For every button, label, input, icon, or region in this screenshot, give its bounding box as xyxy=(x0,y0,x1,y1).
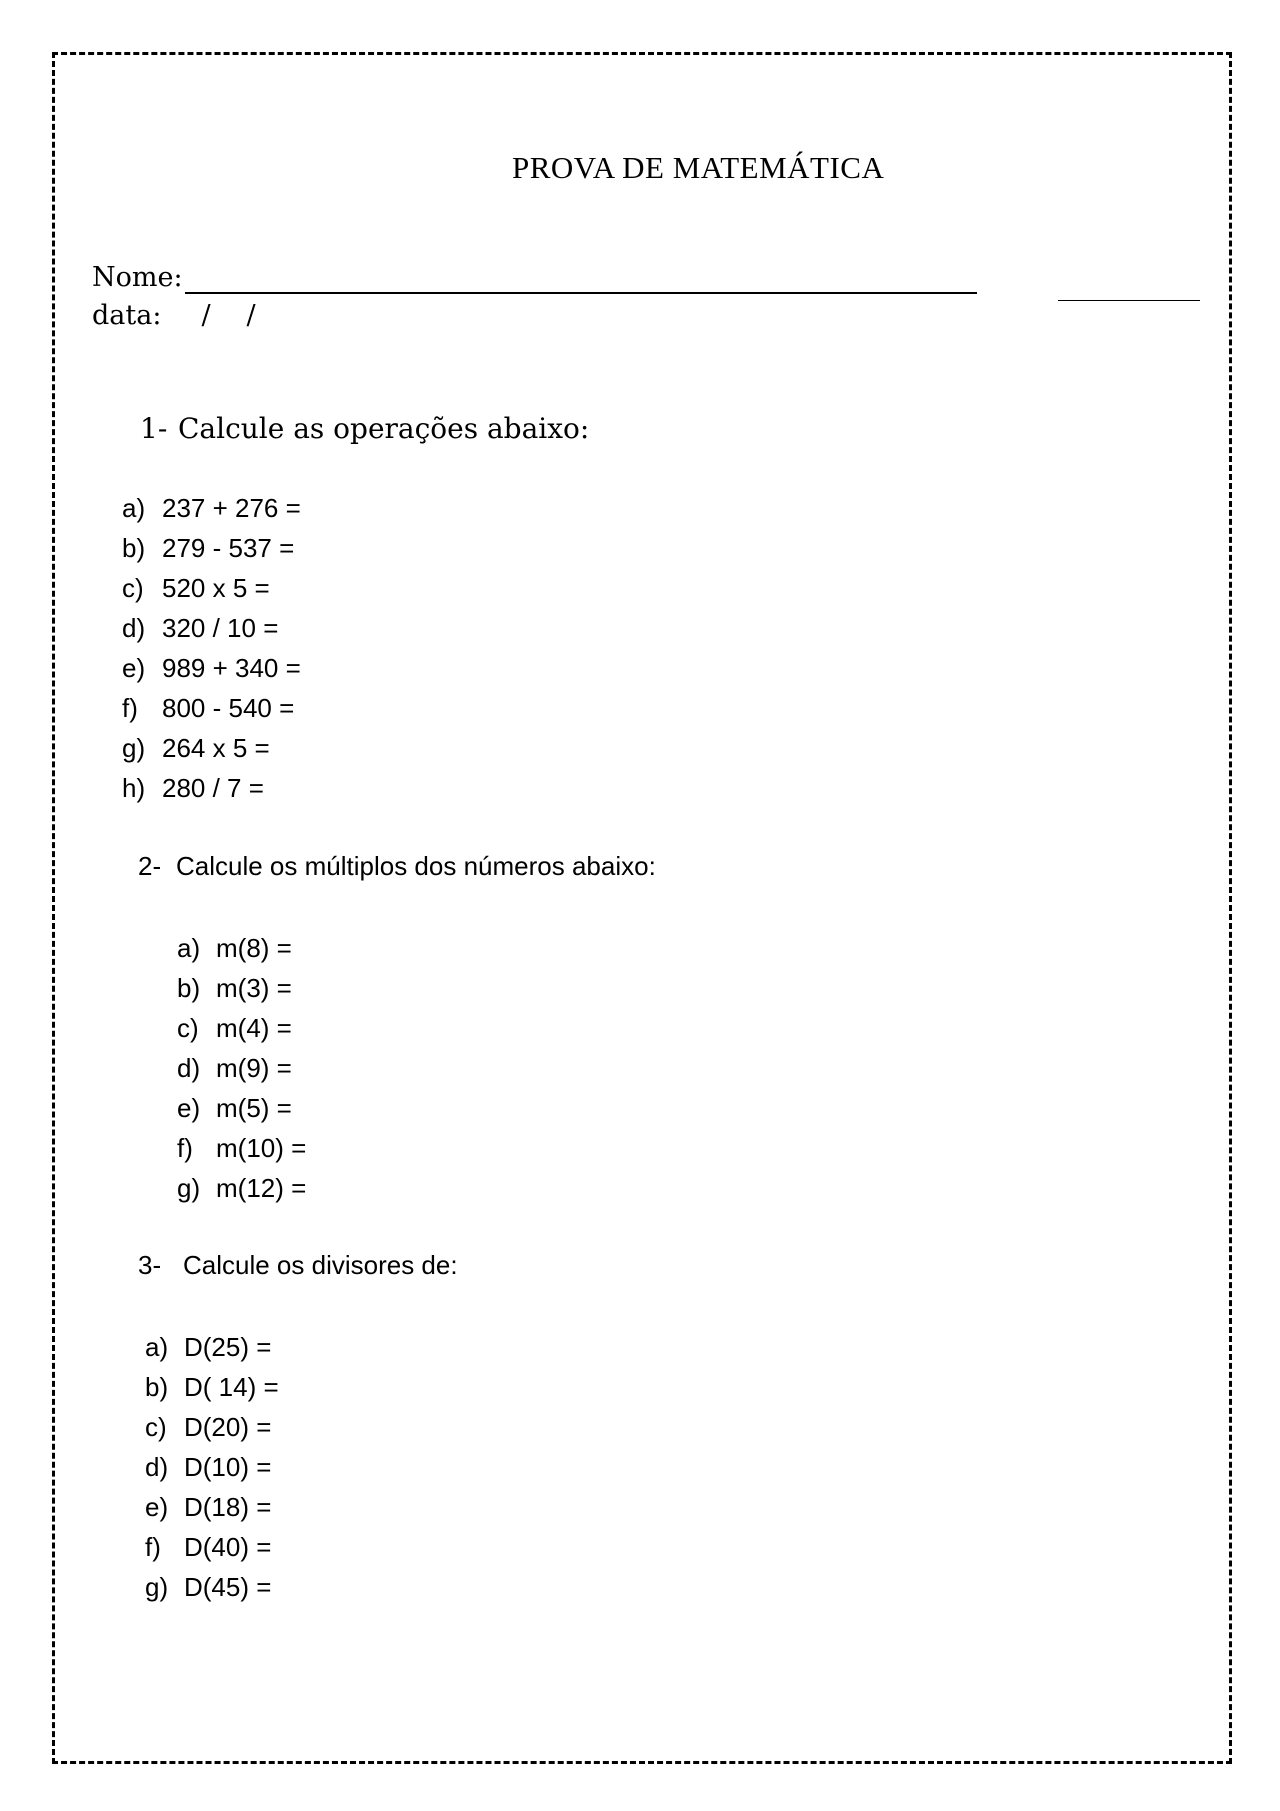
item-expression: m(3) = xyxy=(216,973,292,1003)
item-letter: c) xyxy=(145,1412,167,1442)
item-letter: h) xyxy=(122,773,146,803)
question-text: Calcule os divisores de: xyxy=(183,1250,458,1280)
list-item xyxy=(122,728,301,768)
item-letter: a) xyxy=(145,1332,169,1362)
question-3-list xyxy=(145,1327,279,1607)
list-item xyxy=(177,968,306,1008)
item-letter: f) xyxy=(145,1532,161,1562)
item-expression: D( 14) = xyxy=(184,1372,279,1402)
item-expression: 989 + 340 = xyxy=(162,653,301,683)
list-item xyxy=(122,648,301,688)
item-letter: f) xyxy=(122,693,138,723)
item-expression: D(45) = xyxy=(184,1572,272,1602)
question-1-list xyxy=(122,488,301,808)
item-expression: 264 x 5 = xyxy=(162,733,270,763)
list-item xyxy=(122,608,301,648)
list-item xyxy=(145,1567,279,1607)
item-expression: D(20) = xyxy=(184,1412,272,1442)
question-3-heading xyxy=(138,1250,458,1281)
item-expression: 520 x 5 = xyxy=(162,573,270,603)
item-expression: m(10) = xyxy=(216,1133,307,1163)
item-expression: m(8) = xyxy=(216,933,292,963)
item-letter: g) xyxy=(177,1173,201,1203)
list-item xyxy=(177,1168,306,1208)
item-expression: D(40) = xyxy=(184,1532,272,1562)
item-expression: D(18) = xyxy=(184,1492,272,1522)
question-number: 2- xyxy=(138,851,162,881)
item-letter: a) xyxy=(122,493,146,523)
question-number: 1- xyxy=(140,412,168,445)
list-item xyxy=(177,1128,306,1168)
item-expression: D(25) = xyxy=(184,1332,272,1362)
list-item xyxy=(145,1407,279,1447)
item-expression: 800 - 540 = xyxy=(162,693,295,723)
question-number: 3- xyxy=(138,1250,162,1280)
item-letter: b) xyxy=(122,533,146,563)
date-slash: / xyxy=(246,300,256,331)
page-title: PROVA DE MATEMÁTICA xyxy=(512,150,885,185)
item-expression: m(12) = xyxy=(216,1173,307,1203)
list-item xyxy=(145,1527,279,1567)
item-letter: c) xyxy=(122,573,144,603)
question-text: Calcule os múltiplos dos números abaixo: xyxy=(176,851,656,881)
item-expression: m(9) = xyxy=(216,1053,292,1083)
date-slash: / xyxy=(201,300,211,331)
item-letter: b) xyxy=(177,973,201,1003)
date-label: data: xyxy=(92,300,162,331)
list-item xyxy=(122,768,301,808)
item-expression: 280 / 7 = xyxy=(162,773,264,803)
item-letter: e) xyxy=(145,1492,169,1522)
item-letter: d) xyxy=(122,613,146,643)
item-expression: m(5) = xyxy=(216,1093,292,1123)
item-expression: 237 + 276 = xyxy=(162,493,301,523)
question-2-heading xyxy=(138,851,656,882)
item-letter: c) xyxy=(177,1013,199,1043)
list-item xyxy=(177,1088,306,1128)
item-letter: e) xyxy=(177,1093,201,1123)
item-letter: d) xyxy=(145,1452,169,1482)
list-item xyxy=(145,1367,279,1407)
question-1-heading xyxy=(140,412,589,445)
item-expression: D(10) = xyxy=(184,1452,272,1482)
name-answer-line xyxy=(185,292,977,294)
list-item xyxy=(122,528,301,568)
list-item xyxy=(145,1447,279,1487)
item-letter: g) xyxy=(122,733,146,763)
list-item xyxy=(145,1327,279,1367)
item-letter: d) xyxy=(177,1053,201,1083)
item-expression: m(4) = xyxy=(216,1013,292,1043)
date-row xyxy=(92,300,256,331)
list-item xyxy=(122,488,301,528)
question-2-list xyxy=(177,928,306,1208)
list-item xyxy=(177,1048,306,1088)
item-expression: 320 / 10 = xyxy=(162,613,279,643)
list-item xyxy=(122,688,301,728)
item-letter: e) xyxy=(122,653,146,683)
name-label: Nome: xyxy=(92,262,183,293)
list-item xyxy=(177,1008,306,1048)
list-item xyxy=(145,1487,279,1527)
item-letter: g) xyxy=(145,1572,169,1602)
list-item xyxy=(122,568,301,608)
extra-answer-line xyxy=(1058,300,1200,301)
question-text: Calcule as operações abaixo: xyxy=(178,412,590,445)
item-letter: a) xyxy=(177,933,201,963)
item-letter: b) xyxy=(145,1372,169,1402)
list-item xyxy=(177,928,306,968)
item-letter: f) xyxy=(177,1133,193,1163)
item-expression: 279 - 537 = xyxy=(162,533,295,563)
